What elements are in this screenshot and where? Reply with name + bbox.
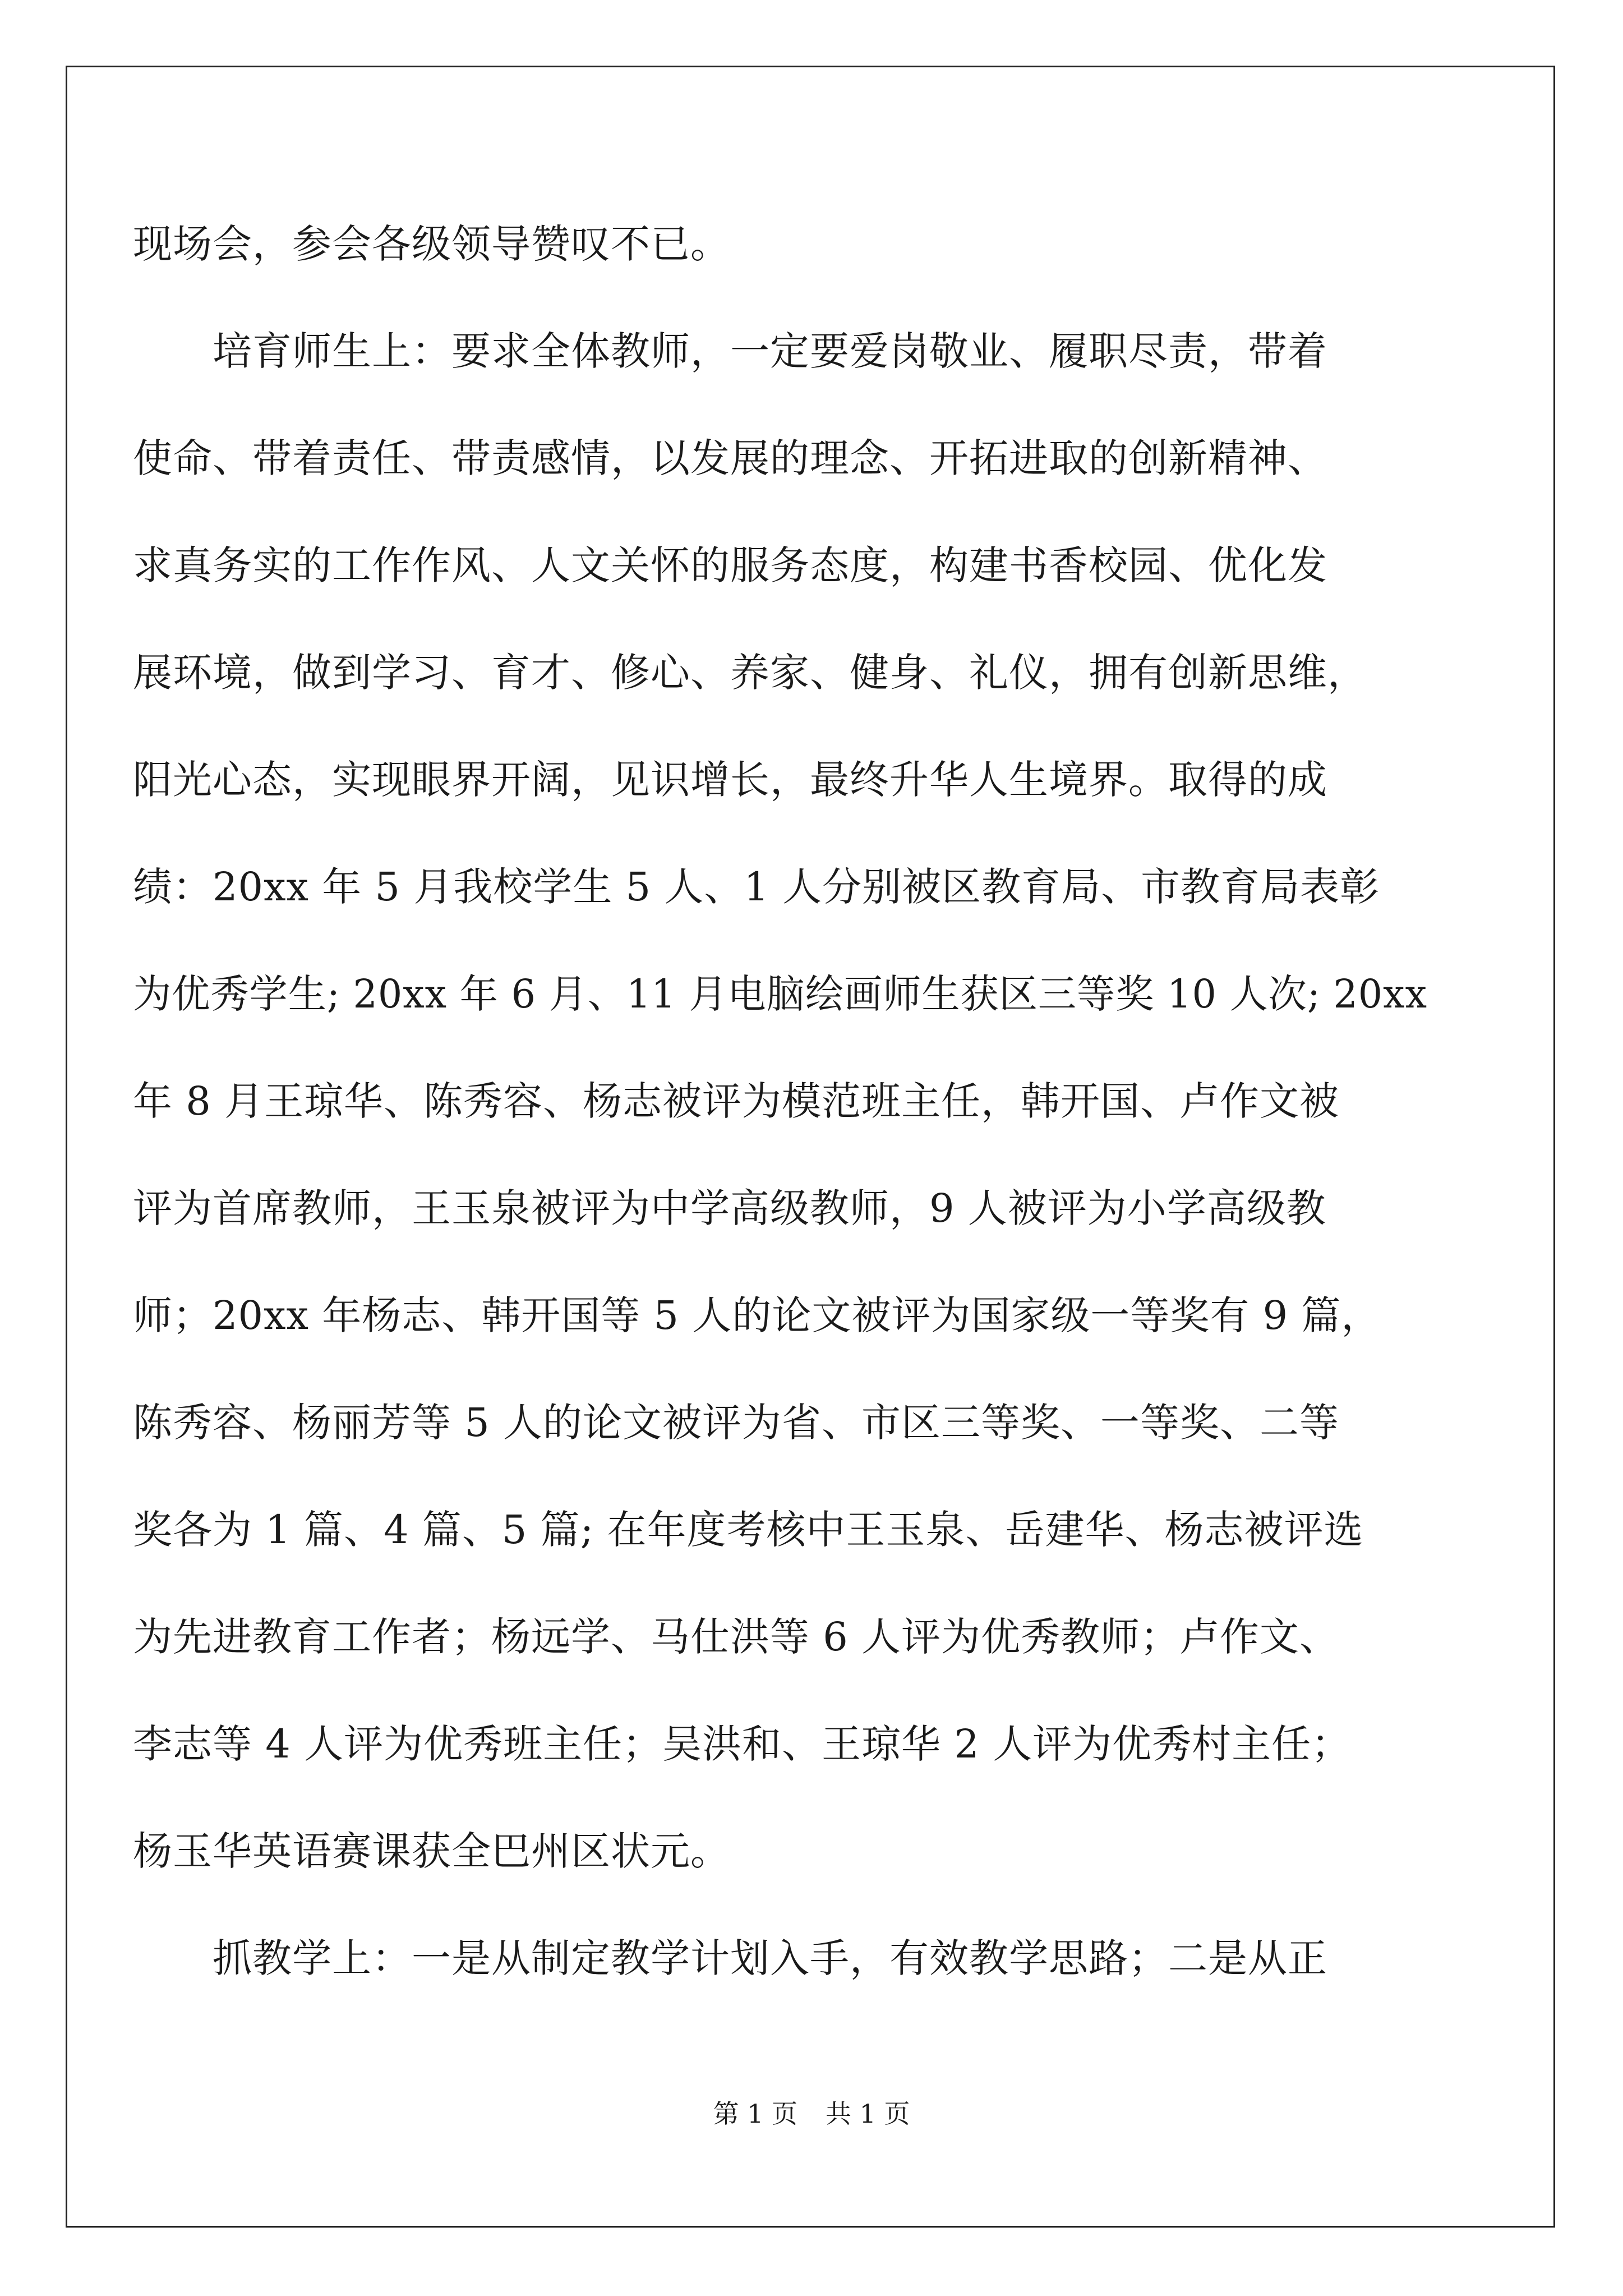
- page-footer: [0, 2097, 1623, 2131]
- text-line: 抓教学上：一是从制定教学计划入手，有效教学思路；二是从正: [133, 1935, 1327, 1981]
- text-line: 评为首席教师，王玉泉被评为中学高级教师，9 人被评为小学高级教: [133, 1185, 1326, 1231]
- text-line: 现场会，参会各级领导赞叹不已。: [133, 221, 730, 267]
- text-line: 奖各为 1 篇、4 篇、5 篇; 在年度考核中王玉泉、岳建华、杨志被评选: [133, 1507, 1364, 1553]
- text-line: 李志等 4 人评为优秀班主任；吴洪和、王琼华 2 人评为优秀村主任；: [133, 1721, 1352, 1767]
- text-line: 年 8 月王琼华、陈秀容、杨志被评为模范班主任，韩开国、卢作文被: [133, 1078, 1340, 1124]
- document-body: [133, 191, 1427, 2012]
- text-line: 师；20xx 年杨志、韩开国等 5 人的论文被评为国家级一等奖有 9 篇，: [133, 1292, 1381, 1338]
- text-line: 为优秀学生; 20xx 年 6 月、11 月电脑绘画师生获区三等奖 10 人次; 20xx: [133, 971, 1428, 1017]
- text-line: 求真务实的工作作风、人文关怀的服务态度，构建书香校园、优化发: [133, 542, 1327, 588]
- text-line: 使命、带着责任、带责感情，以发展的理念、开拓进取的创新精神、: [133, 435, 1327, 481]
- page-number: 第 1 页: [713, 2099, 797, 2129]
- text-line: 杨玉华英语赛课获全巴州区状元。: [133, 1828, 730, 1874]
- text-line: 绩：20xx 年 5 月我校学生 5 人、1 人分别被区教育局、市教育局表彰: [133, 864, 1380, 910]
- text-line: 为先进教育工作者；杨远学、马仕洪等 6 人评为优秀教师；卢作文、: [133, 1614, 1340, 1660]
- text-line: 展环境，做到学习、育才、修心、养家、健身、礼仪，拥有创新思维，: [133, 650, 1367, 696]
- text-line: 培育师生上：要求全体教师，一定要爱岗敬业、履职尽责，带着: [133, 328, 1327, 374]
- text-line: 陈秀容、杨丽芳等 5 人的论文被评为省、市区三等奖、一等奖、二等: [133, 1400, 1340, 1446]
- page-total: 共 1 页: [826, 2099, 910, 2129]
- text-line: 阳光心态，实现眼界开阔，见识增长，最终升华人生境界。取得的成: [133, 757, 1327, 803]
